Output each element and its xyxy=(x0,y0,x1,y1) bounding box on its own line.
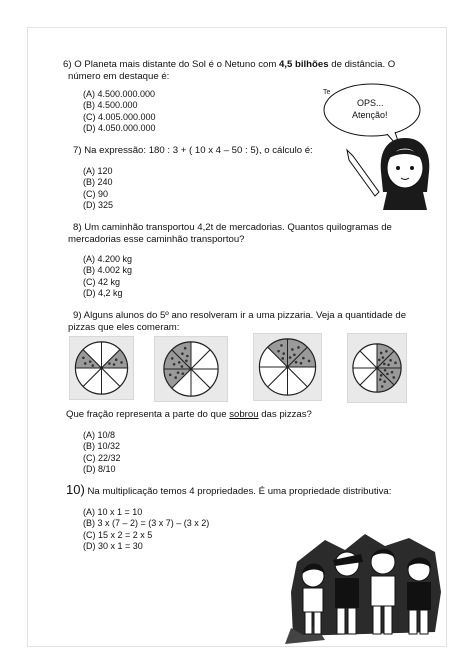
bubble-line2: Atenção! xyxy=(352,110,388,120)
q9-option-c[interactable]: (C) 22/32 xyxy=(83,452,121,463)
pizza-3-topping xyxy=(293,354,296,357)
pizza-1-topping xyxy=(89,360,92,363)
q7-number: 7) xyxy=(73,145,82,156)
q10-option-a[interactable]: (A) 10 x 1 = 10 xyxy=(83,507,143,517)
pizza-3-topping xyxy=(300,362,303,365)
q6-option-c[interactable]: (C) 4.005.000.000 xyxy=(83,111,156,122)
q6-highlight: 4,5 bilhões xyxy=(278,59,329,70)
pizza-2-topping xyxy=(177,371,180,374)
pizza-2-topping xyxy=(184,347,187,350)
q6-option-b[interactable]: (B) 4.500.000 xyxy=(83,100,138,111)
pizza-4 xyxy=(347,333,407,403)
q6-line1 xyxy=(63,59,395,70)
pizza-2-topping xyxy=(173,363,176,366)
children-illustration xyxy=(285,532,443,644)
q9-option-b[interactable]: (B) 10/32 xyxy=(83,441,121,452)
pizza-2-topping xyxy=(174,376,177,379)
q10-option-c[interactable]: (C) 15 x 2 = 2 x 5 xyxy=(83,529,153,540)
pizza-1-topping xyxy=(113,363,116,366)
pizza-3-topping xyxy=(289,356,292,359)
q10-number: 10) xyxy=(66,482,85,497)
q9-question-end: das pizzas? xyxy=(258,409,312,420)
pizza-1-topping xyxy=(91,364,94,367)
pizza-4-topping xyxy=(385,350,388,353)
bubble-line1: OPS... xyxy=(357,98,384,108)
pizza-4-topping xyxy=(392,376,395,379)
q8-line2: mercadorias esse caminhão transportou? xyxy=(68,234,245,245)
pizza-4-topping xyxy=(383,363,386,366)
pizza-3-topping xyxy=(280,344,283,347)
q9-question xyxy=(66,409,312,420)
q9-line1 xyxy=(73,310,406,321)
pizza-3-topping xyxy=(302,357,305,360)
pizza-3 xyxy=(253,333,322,401)
pizza-3-topping xyxy=(291,348,294,351)
pizza-4-topping xyxy=(391,371,394,374)
q6-options xyxy=(83,89,156,135)
pizza-1-topping xyxy=(82,356,85,359)
q6-text: O Planeta mais distante do Sol é o Netuno com xyxy=(74,59,279,70)
q7-options xyxy=(83,166,113,212)
pizza-4-topping xyxy=(383,380,386,383)
q9-number: 9) xyxy=(73,310,82,321)
pizza-3-topping xyxy=(297,346,300,349)
pizza-2-topping xyxy=(171,357,174,360)
pizza-2-topping xyxy=(169,374,172,377)
pizza-3-svg xyxy=(254,334,321,400)
q8-line1 xyxy=(73,222,392,233)
speech-bubble-illustration xyxy=(317,80,447,210)
q10-text: Na multiplicação temos 4 propriedades. É uma propriedade distributiva: xyxy=(87,486,392,497)
q6-text-end: de distância. O xyxy=(328,59,396,70)
pizza-1-topping xyxy=(115,358,118,361)
pizza-4-topping xyxy=(386,373,389,376)
q8-option-a[interactable]: (A) 4.200 kg xyxy=(83,254,133,264)
q9-option-a[interactable]: (A) 10/8 xyxy=(83,430,116,440)
pizza-4-topping xyxy=(378,359,381,362)
pizza-1-topping xyxy=(120,361,123,364)
children-svg xyxy=(285,532,443,644)
pizza-3-topping xyxy=(295,361,298,364)
pizza-4-topping xyxy=(389,359,392,362)
pizza-3-topping xyxy=(277,350,280,353)
q7-option-d[interactable]: (D) 325 xyxy=(83,200,114,211)
pizza-1-topping xyxy=(108,362,111,365)
q8-text: Um caminhão transportou 4,2t de mercadorias. Quantos quilogramas de xyxy=(84,222,392,233)
q9-option-d[interactable]: (D) 8/10 xyxy=(83,464,116,475)
pizza-4-topping xyxy=(394,362,397,365)
pizza-2-topping xyxy=(186,355,189,358)
pizza-4-topping xyxy=(379,378,382,381)
pizza-2 xyxy=(154,336,228,402)
pizza-3-topping xyxy=(281,357,284,360)
pizza-1 xyxy=(69,336,134,400)
q7-option-b[interactable]: (B) 240 xyxy=(83,177,113,188)
pizza-2-svg xyxy=(155,337,227,401)
pizza-4-topping xyxy=(380,352,383,355)
pizza-4-topping xyxy=(382,356,385,359)
bubble-partial-text: Te xyxy=(323,89,331,96)
pizza-4-topping xyxy=(380,374,383,377)
q8-option-d[interactable]: (D) 4,2 kg xyxy=(83,288,123,299)
q10-line1 xyxy=(66,484,391,497)
pizza-3-topping xyxy=(282,352,285,355)
q8-number: 8) xyxy=(73,222,82,233)
q8-option-c[interactable]: (C) 42 kg xyxy=(83,276,121,287)
pizza-4-svg xyxy=(348,334,406,402)
q10-option-b[interactable]: (B) 3 x (7 – 2) = (3 x 7) – (3 x 2) xyxy=(83,518,210,529)
pizza-2-topping xyxy=(181,352,184,355)
q7-option-c[interactable]: (C) 90 xyxy=(83,188,109,199)
q9-question-text: Que fração representa a parte do que xyxy=(66,409,230,420)
q10-options xyxy=(83,507,209,553)
pizza-2-topping xyxy=(178,361,181,364)
q8-option-b[interactable]: (B) 4.002 kg xyxy=(83,265,133,276)
q9-text: Alguns alunos do 5º ano resolveram ir a uma pizzaria. Veja a quantidade de xyxy=(83,310,407,321)
q9-options xyxy=(83,430,121,476)
pizza-4-topping xyxy=(381,385,384,388)
pizza-3-topping xyxy=(308,360,311,363)
pizza-4-topping xyxy=(384,369,387,372)
speech-bubble-svg xyxy=(317,80,447,210)
pizza-2-topping xyxy=(181,372,184,375)
q7-text: Na expressão: 180 : 3 + ( 10 x 4 – 50 : 5), o cálculo é: xyxy=(84,145,313,156)
pizza-1-topping xyxy=(84,362,87,365)
q7-option-a[interactable]: (A) 120 xyxy=(83,166,113,176)
q6-number: 6) xyxy=(63,59,72,70)
pizza-2-topping xyxy=(185,359,188,362)
pizza-1-svg xyxy=(70,337,133,399)
q10-option-d[interactable]: (D) 30 x 1 = 30 xyxy=(83,541,143,552)
q6-line2: número em destaque é: xyxy=(68,71,170,82)
q7-line1 xyxy=(73,145,313,156)
pizza-2-topping xyxy=(181,365,184,368)
q6-option-d[interactable]: (D) 4.050.000.000 xyxy=(83,123,156,134)
pizza-4-topping xyxy=(387,363,390,366)
q9-line2: pizzas que eles comeram: xyxy=(68,322,180,333)
q9-underlined-word: sobrou xyxy=(229,409,259,420)
q8-options xyxy=(83,254,132,300)
q6-option-a[interactable]: (A) 4.500.000.000 xyxy=(83,89,156,99)
